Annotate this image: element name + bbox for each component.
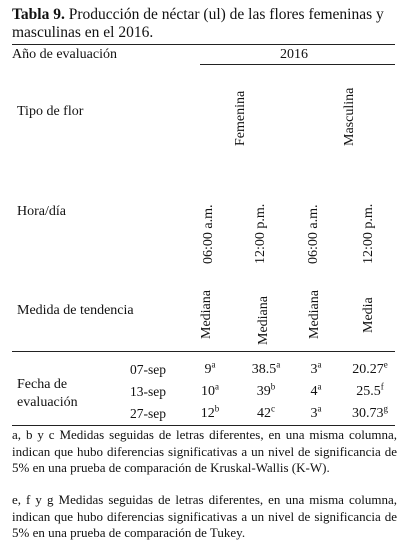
year-rule <box>200 64 395 65</box>
flower-type-male: Masculina <box>342 87 357 146</box>
measure-col-3: Mediana <box>307 290 322 339</box>
cell-value: 42$^c$ <box>257 403 275 421</box>
tendency-label: Medida de tendencia <box>17 303 134 318</box>
date-label-line-2: evaluación <box>17 395 78 410</box>
footnote-tukey: e, f y g Medidas seguidas de letras diferentes, en una misma columna, indican que hubo diferencias significativas a un nivel de significancia de 5% en una prueba de comparación de Tukey. <box>12 492 397 540</box>
cell-value: 38.5$^a$ <box>251 359 281 377</box>
hour-col-3: 06:00 a.m. <box>306 204 321 264</box>
year-value: 2016 <box>280 47 308 62</box>
hour-day-label: Hora/día <box>17 204 66 219</box>
footnote-kruskal-wallis: a, b y c Medidas seguidas de letras diferentes, en una misma columna, indican que hubo diferencias significativas a un nivel de significancia de 5% en una prueba de comparación de Kruskal-Wallis (K-W). <box>12 427 397 475</box>
cell-value: 9$^a$ <box>204 359 216 377</box>
cell-value: 10$^a$ <box>201 381 219 399</box>
year-label: Año de evaluación <box>12 47 117 62</box>
header-rule <box>12 351 395 352</box>
cell-value: 4$^a$ <box>310 381 322 399</box>
cell-value: 30.73$^g$ <box>352 403 388 421</box>
cell-value: 39$^b$ <box>256 381 276 399</box>
measure-col-1: Mediana <box>199 290 214 339</box>
table-number: Tabla 9. <box>12 6 65 23</box>
bottom-rule <box>12 425 395 426</box>
hour-col-1: 06:00 a.m. <box>201 204 216 264</box>
cell-value: 25.5$^f$ <box>356 381 384 399</box>
row-date: 07-sep <box>130 362 166 377</box>
measure-col-2: Mediana <box>256 296 271 345</box>
measure-col-4: Media <box>361 297 376 333</box>
flower-type-label: Tipo de flor <box>17 104 84 119</box>
cell-value: 20.27e <box>352 359 388 377</box>
cell-value: 12$^b$ <box>200 403 220 421</box>
table-caption: Producción de néctar (ul) de las flores femeninas y masculinas en el 2016. <box>12 6 384 41</box>
hour-col-4: 12:00 p.m. <box>361 203 376 264</box>
row-date: 27-sep <box>130 406 166 421</box>
top-rule <box>12 44 395 45</box>
hour-col-2: 12:00 p.m. <box>253 203 268 264</box>
date-label-line-1: Fecha de <box>17 377 68 392</box>
row-date: 13-sep <box>130 384 166 399</box>
cell-value: 3$^a$ <box>310 359 322 377</box>
cell-value: 3$^a$ <box>310 403 322 421</box>
table-title <box>12 6 397 42</box>
flower-type-female: Femenina <box>233 90 248 146</box>
